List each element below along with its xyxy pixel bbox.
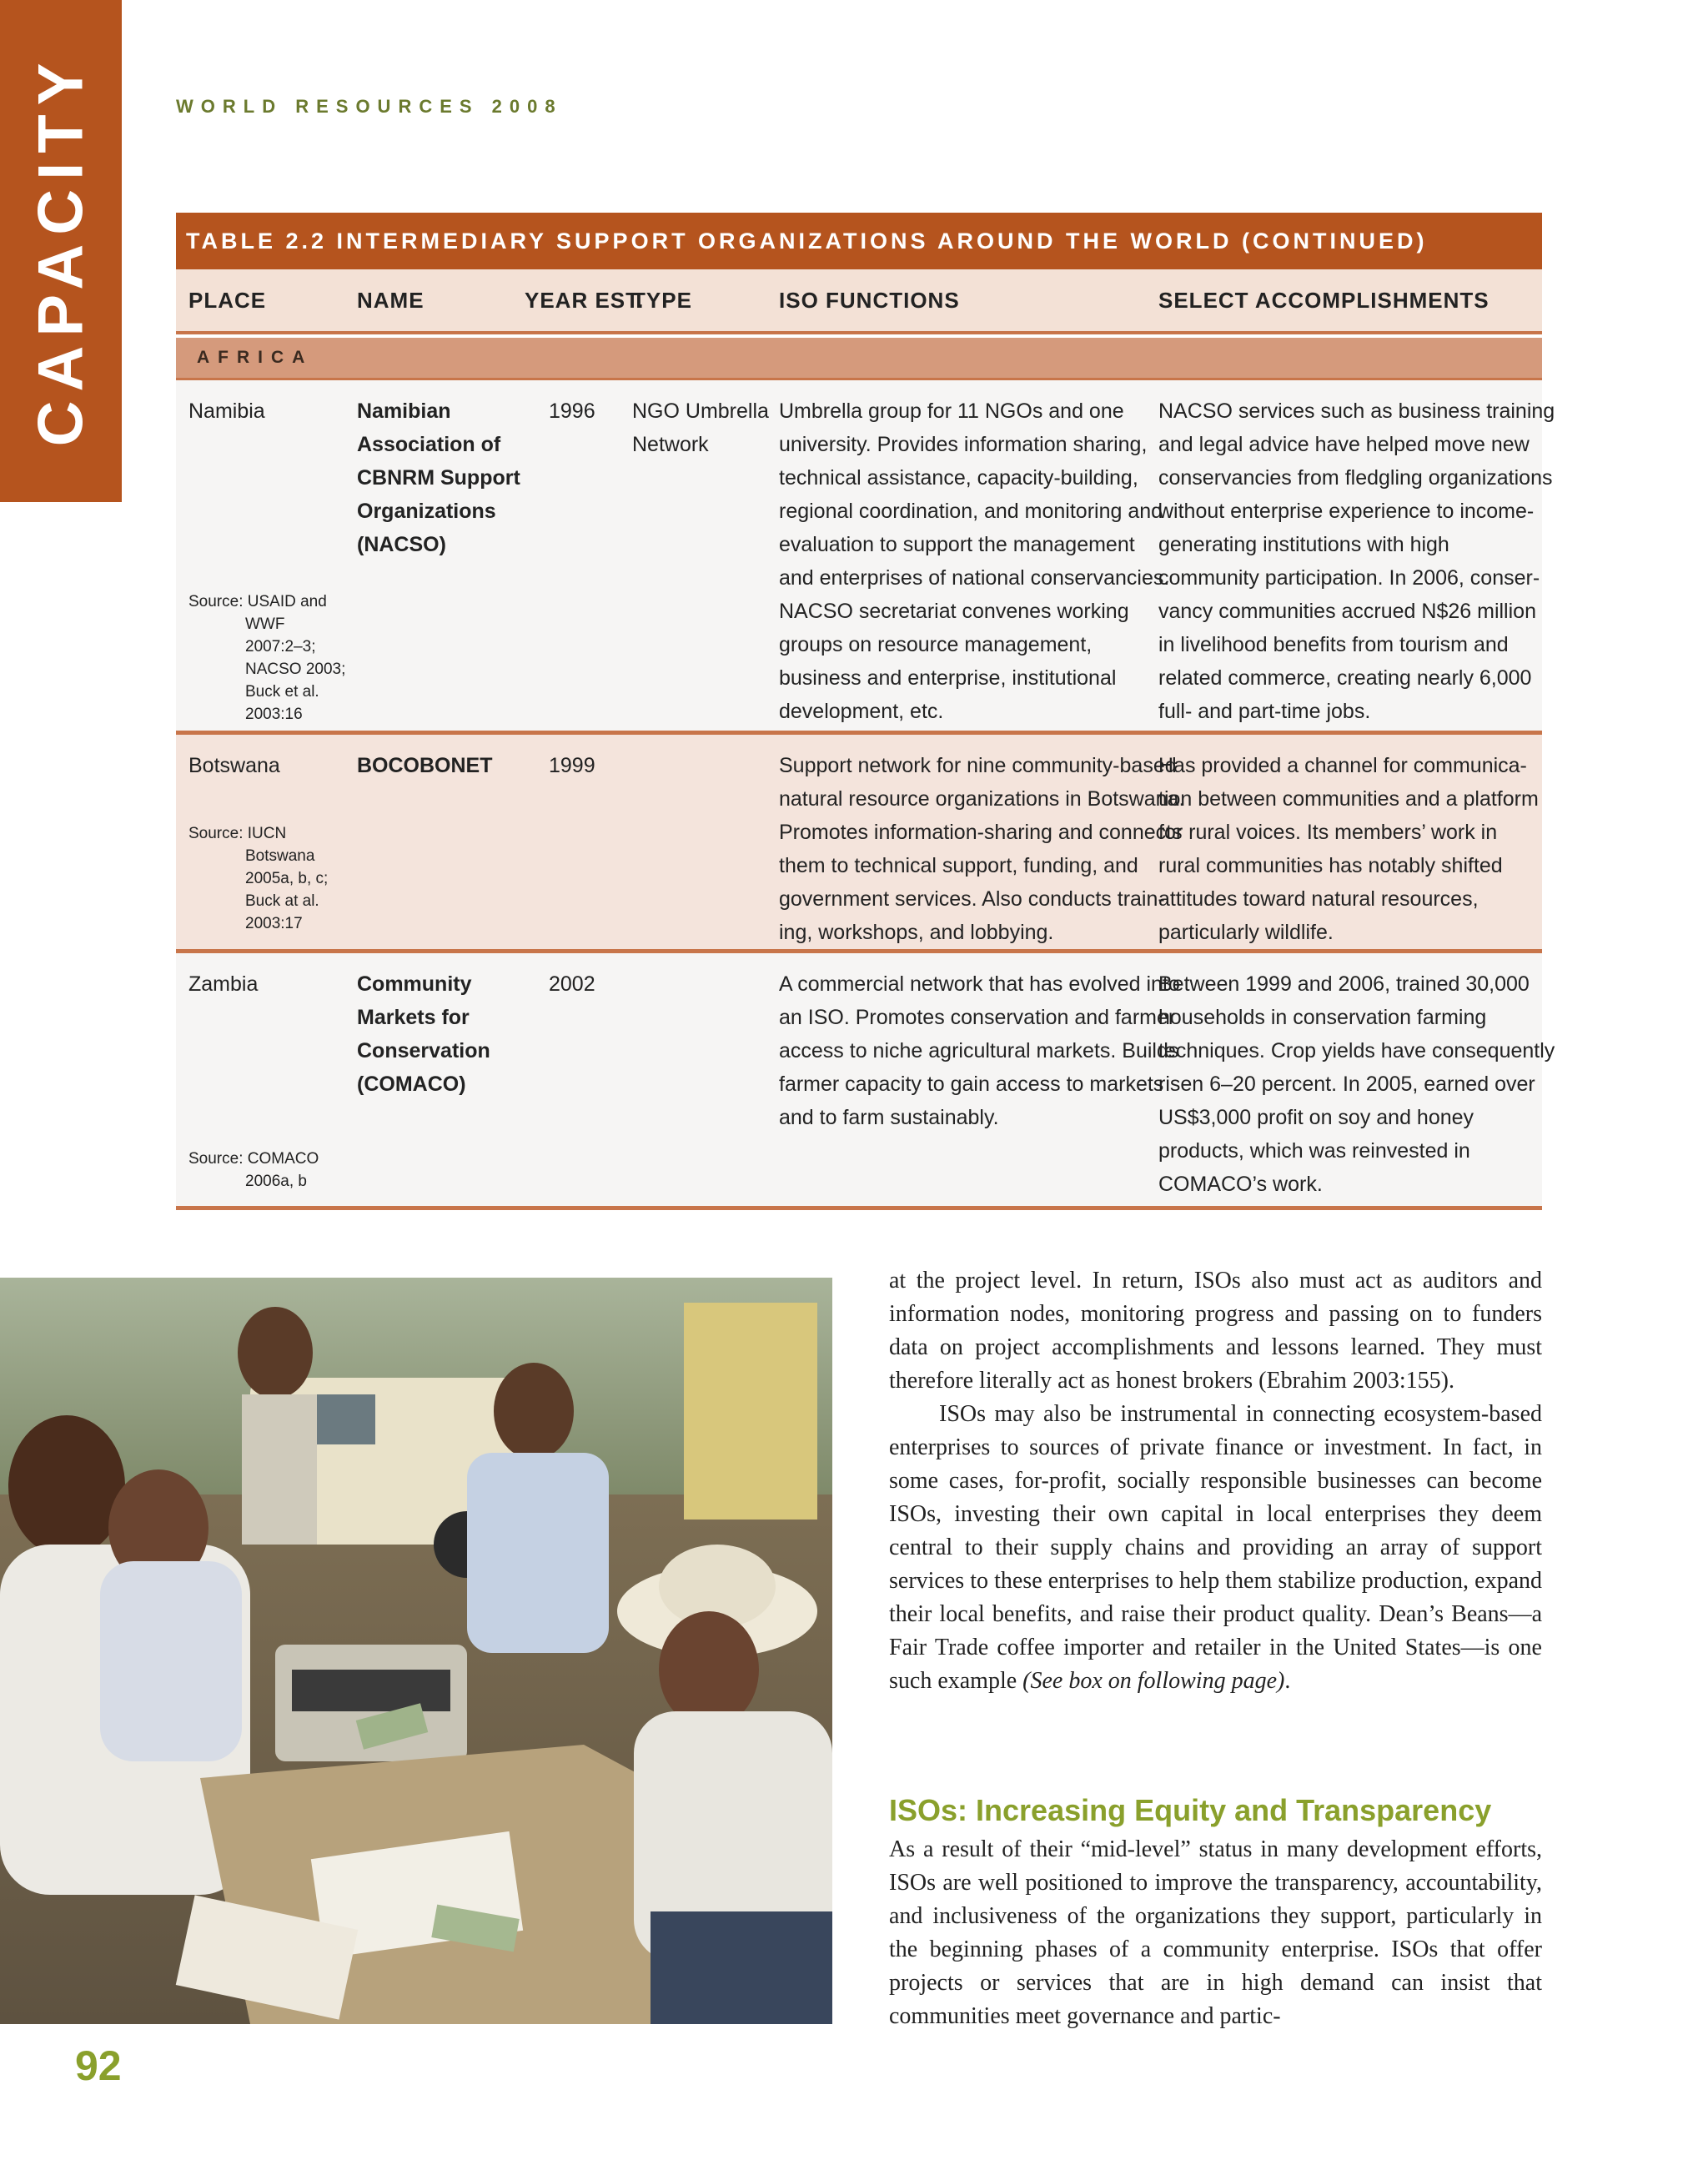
cell-place: Namibia: [188, 399, 265, 423]
paragraph-2: ISOs may also be instrumental in connecting ecosystem-based enterprises to sources of private finance or investment. In fact, in some cases, for-profit, socially responsible businesses can become ISOs, investing their own capital in local enterprises they deem central to their supply chains and providing an array of support services to these enterprises to help them stabilize production, expand their local benefits, and raise their product quality. Dean’s Beans—a Fair Trade coffee importer and retailer in the United States—is one such example (See box on following page).: [889, 1401, 1542, 1694]
table-row: [176, 953, 1555, 1210]
section-sidebar: [0, 0, 122, 502]
section-label: CAPACITY: [25, 53, 97, 447]
cell-year: 1996: [549, 399, 595, 423]
photo-market-transaction: [0, 1278, 832, 2024]
table-header: [176, 269, 1542, 334]
cell-type: NGO Umbrella Network: [632, 399, 769, 456]
cell-year: 1999: [549, 754, 595, 777]
cell-name: Namibian Association of CBNRM Support Organizations (NACSO): [357, 399, 520, 556]
box-reference: (See box on following page): [1022, 1668, 1285, 1694]
cell-accomplishments: NACSO services such as business training and legal advice have helped move new conservancies from fledgling organizations without enterprise experience to income- generating institutions with high community participation. In 2006, conser- vancy communities accrued N$26 million in livelihood benefits from tourism and related commerce, creating nearly 6,000 full- and part-time jobs.: [1158, 399, 1555, 723]
cell-source: Source: USAID and WWF 2007:2–3; NACSO 2003; Buck et al. 2003:16: [188, 593, 346, 723]
header-place: PLACE: [188, 288, 267, 313]
header-accomplishments: SELECT ACCOMPLISHMENTS: [1158, 288, 1489, 313]
cell-functions: A commercial network that has evolved into an ISO. Promotes conservation and farmer access to niche agricultural markets. Builds farmer capacity to gain access to markets and to farm sustainably.: [779, 972, 1180, 1129]
region-label: AFRICA: [197, 348, 314, 367]
body-text-bottom: [889, 1833, 1542, 2033]
cell-name: Community Markets for Conservation (COMACO): [357, 972, 490, 1096]
cell-accomplishments: Between 1999 and 2006, trained 30,000 households in conservation farming techniques. Crop yields have consequently risen 6–20 percent. In 2005, earned over US$3,000 profit on soy and honey products, which was reinvested in COMACO’s work.: [1158, 972, 1555, 1196]
region-row: [176, 338, 1542, 380]
running-head: WORLD RESOURCES 2008: [176, 96, 563, 117]
paragraph-3: As a result of their “mid-level” status in many development efforts, ISOs are well positioned to improve the transparency, accountability, and inclusiveness of the organizations they support, particularly in the beginning phases of a community enterprise. ISOs that offer projects or services that are in high demand can insist that communities meet governance and partic-: [889, 1836, 1542, 2029]
section-heading: ISOs: Increasing Equity and Transparency: [889, 1793, 1492, 1827]
header-type: TYPE: [632, 288, 692, 313]
table-row: [176, 380, 1555, 735]
cell-functions: Support network for nine community-based natural resource organizations in Botswana. Promotes information-sharing and connects them to technical support, funding, and government services. Also conducts train- ing, workshops, and lobbying.: [779, 754, 1185, 944]
cell-place: Zambia: [188, 972, 259, 996]
cell-year: 2002: [549, 972, 595, 996]
body-text-top: [889, 1264, 1542, 1698]
table-title: TABLE 2.2 INTERMEDIARY SUPPORT ORGANIZATIONS AROUND THE WORLD (CONTINUED): [176, 213, 1542, 269]
cell-name: BOCOBONET: [357, 754, 493, 777]
page-number: 92: [75, 2042, 122, 2089]
paragraph-1: at the project level. In return, ISOs also must act as auditors and information nodes, monitoring progress and passing on to funders data on project accomplishments and lessons learned. They must therefore literally act as honest brokers (Ebrahim 2003:155).: [889, 1268, 1542, 1394]
cell-accomplishments: Has provided a channel for communica- tion between communities and a platform for rural voices. Its members’ work in rural communities has notably shifted attitudes toward natural resources, particularly wildlife.: [1158, 754, 1539, 944]
cell-place: Botswana: [188, 754, 280, 777]
table-row: [176, 735, 1542, 953]
cell-source: Source: IUCN Botswana 2005a, b, c; Buck at al. 2003:17: [188, 825, 329, 932]
header-functions: ISO FUNCTIONS: [779, 288, 960, 313]
cell-functions: Umbrella group for 11 NGOs and one university. Provides information sharing, technical assistance, capacity-building, regional coordination, and monitoring and evaluation to support the management and enterprises of national conservancies. NACSO secretariat convenes working groups on resource management, business and enterprise, institutional development, etc.: [779, 399, 1170, 723]
cell-source: Source: COMACO 2006a, b: [188, 1150, 319, 1190]
header-year: YEAR EST.: [525, 288, 645, 313]
header-name: NAME: [357, 288, 424, 313]
